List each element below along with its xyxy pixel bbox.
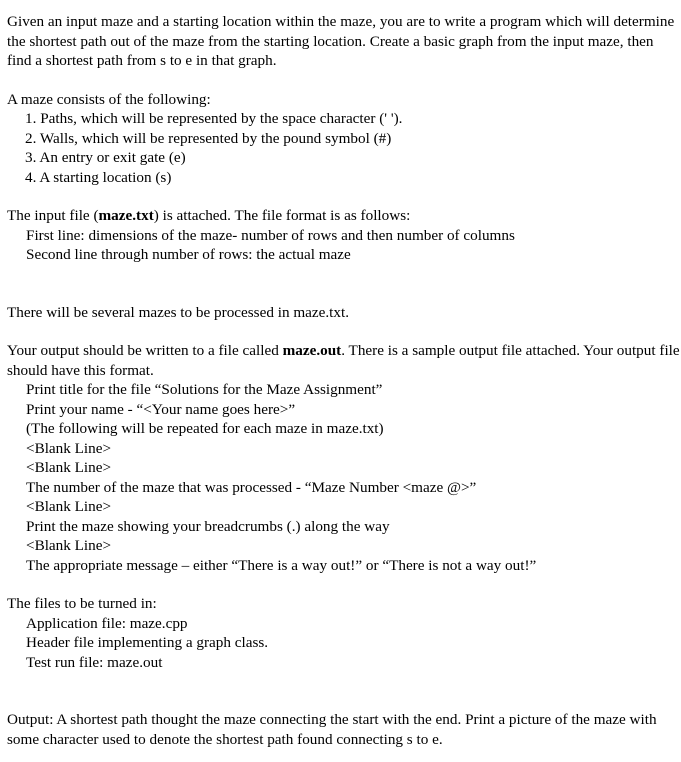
maze-list-item: 1. Paths, which will be represented by the space character (' '). <box>25 110 403 127</box>
output-format-line: The appropriate message – either “There is a way out!” or “There is not a way out!” <box>26 556 537 574</box>
output-format-line: Print your name - “<Your name goes here>” <box>26 400 296 418</box>
spacer <box>7 265 681 303</box>
intro-paragraph: Given an input maze and a starting location within the maze, you are to write a program which will determine the shortest path out of the maze from the starting location. Create a basic graph from the input maze, then find a shortest path from s to e in that graph. <box>7 13 675 69</box>
output-format-line: Print title for the file “Solutions for the Maze Assignment” <box>26 381 383 398</box>
output-file-paragraph <box>7 341 681 380</box>
spacer <box>7 187 681 206</box>
input-format-line: First line: dimensions of the maze- number of rows and then number of columns <box>26 226 515 244</box>
output-format-line: <Blank Line> <box>26 439 112 457</box>
input-prefix: The input file ( <box>7 207 99 224</box>
output-format-list <box>7 380 681 575</box>
several-mazes-note: There will be several mazes to be processed in maze.txt. <box>7 303 350 321</box>
output-format-line: The number of the maze that was processed - “Maze Number <maze @>” <box>26 478 477 496</box>
spacer <box>7 575 681 594</box>
maze-list-item: 4. A starting location (s) <box>25 168 172 186</box>
files-list-item: Test run file: maze.out <box>26 653 163 671</box>
output-format-line: <Blank Line> <box>26 498 112 515</box>
files-list <box>7 614 681 673</box>
spacer <box>7 71 681 90</box>
output-note-paragraph: Output: A shortest path thought the maze connecting the start with the end. Print a picture of the maze with some character used to denote the shortest path found connecting s to e. <box>7 711 657 748</box>
spacer <box>7 322 681 341</box>
spacer <box>7 672 681 710</box>
files-list-item: Header file implementing a graph class. <box>26 634 269 651</box>
maze-list-item: 3. An entry or exit gate (e) <box>25 149 186 166</box>
output-prefix: Your output should be written to a file called <box>7 342 283 359</box>
output-format-line: <Blank Line> <box>26 537 112 554</box>
maze-list <box>7 109 681 187</box>
output-suffix: . There is a sample output file attached. Your output file should have this format. <box>7 342 680 379</box>
input-format-line: Second line through number of rows: the actual maze <box>26 246 351 263</box>
output-format-line: Print the maze showing your breadcrumbs (.) along the way <box>26 517 390 535</box>
input-filename: maze.txt <box>98 207 154 224</box>
files-heading: The files to be turned in: <box>7 595 157 612</box>
maze-heading: A maze consists of the following: <box>7 90 211 108</box>
maze-list-item: 2. Walls, which will be represented by the pound symbol (#) <box>25 129 392 147</box>
files-list-item: Application file: maze.cpp <box>26 614 188 632</box>
output-filename: maze.out <box>282 342 342 359</box>
output-format-line: <Blank Line> <box>26 459 112 476</box>
input-suffix: ) is attached. The file format is as follows: <box>153 207 411 224</box>
input-file-paragraph <box>7 206 681 226</box>
output-format-line: (The following will be repeated for each maze in maze.txt) <box>26 420 384 437</box>
